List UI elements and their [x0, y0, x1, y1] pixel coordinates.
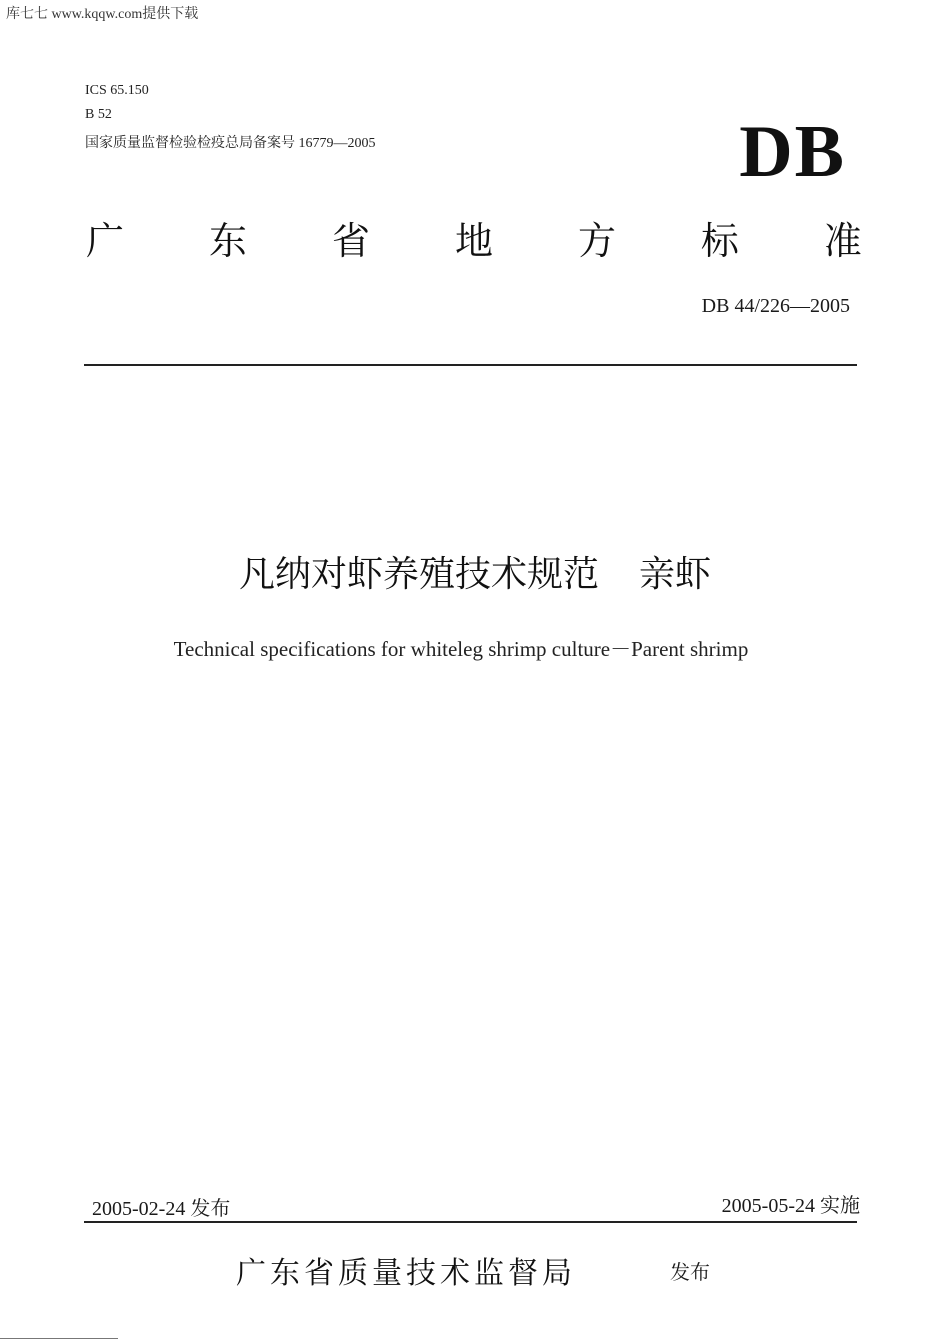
header-divider — [84, 364, 857, 366]
standard-type-char: 东 — [208, 219, 247, 263]
db-logo: DB — [739, 111, 846, 193]
issue-date: 2005-02-24 — [92, 1198, 186, 1220]
standard-type-char: 标 — [700, 219, 739, 263]
document-title-zh — [0, 546, 950, 597]
standard-number: DB 44/226—2005 — [701, 295, 850, 317]
standard-type-char: 广 — [86, 219, 125, 263]
publisher-suffix: 发布 — [670, 1260, 710, 1284]
watermark-text: 库七七 www.kqqw.com提供下载 — [6, 7, 199, 22]
issue-label: 发布 — [190, 1196, 231, 1220]
issue-date-line — [92, 1192, 230, 1221]
standard-type-char: 省 — [331, 219, 370, 263]
implement-label: 实施 — [820, 1193, 860, 1217]
footer-divider — [84, 1221, 857, 1223]
standard-type-char: 地 — [454, 219, 493, 263]
standard-type-char: 方 — [577, 219, 616, 263]
implement-date: 2005-05-24 — [721, 1195, 815, 1217]
ics-code: ICS 65.150 — [85, 83, 149, 98]
title-main: 凡纳对虾养殖技术规范 — [238, 554, 599, 595]
standard-type-title — [86, 210, 862, 265]
ccs-code: B 52 — [85, 107, 112, 122]
scan-edge-line — [0, 1338, 118, 1339]
filing-number: 国家质量监督检验检疫总局备案号 16779—2005 — [85, 136, 376, 151]
standard-type-char: 准 — [823, 219, 862, 263]
publisher-name: 广东省质量技术监督局 — [236, 1256, 576, 1291]
implement-date-line — [722, 1189, 860, 1218]
title-sub: 亲虾 — [639, 554, 712, 595]
document-title-en: Technical specifications for whiteleg shrimp culture－Parent shrimp — [173, 637, 749, 661]
